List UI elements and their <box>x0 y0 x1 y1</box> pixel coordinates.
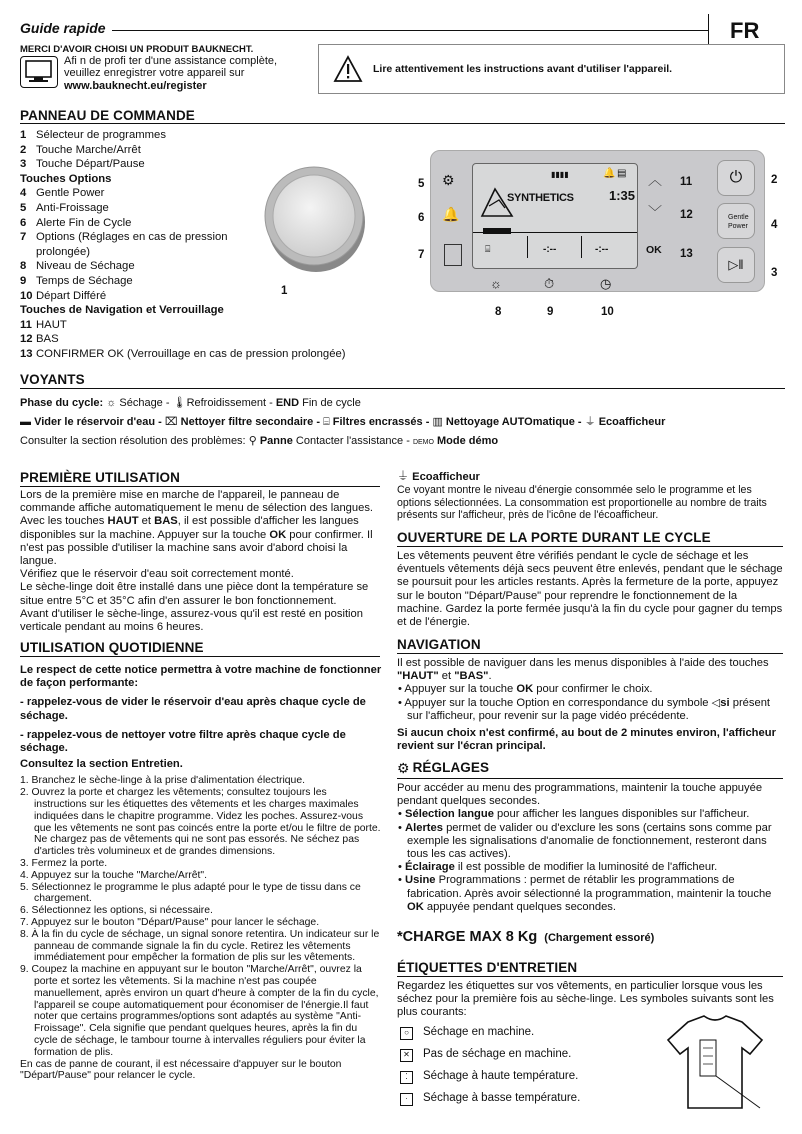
section-rule <box>20 486 380 487</box>
drying-time-icon[interactable]: ⏱ <box>544 276 555 291</box>
filter-icon: ▤ <box>617 168 627 179</box>
legend-item: 6 Alerte Fin de Cycle <box>20 216 132 229</box>
dryness-level-icon[interactable]: ☼ <box>490 276 502 291</box>
computer-icon <box>20 56 58 88</box>
eco-icon: ⏚ <box>397 469 410 483</box>
high-temp-dry-icon: ⁚ <box>400 1071 413 1084</box>
list-item: • Sélection langue pour afficher les langues disponibles sur l'afficheur. <box>398 808 750 821</box>
tshirt-illustration-icon <box>660 1010 770 1118</box>
callout-3: 3 <box>771 267 778 279</box>
callout-8: 8 <box>495 306 502 318</box>
voyants-phase: Phase du cycle: ☼ Séchage - 🌡Refroidissement - END Fin de cycle <box>20 397 361 409</box>
legend-item: 11 HAUT <box>20 318 67 331</box>
program-selector-knob[interactable] <box>264 156 372 276</box>
callout-11: 11 <box>680 176 693 188</box>
section-rule <box>20 123 785 124</box>
merci-text: Afi n de profi ter d'une assistance complète, veuillez enregistrer votre appareil sur www.bauknecht.eu/register <box>64 55 278 92</box>
legend-item: 10 Départ Différé <box>20 289 107 302</box>
section-rule <box>20 388 785 389</box>
callout-5: 5 <box>418 178 425 190</box>
eco-icon: ⏚ <box>584 416 596 428</box>
progress-indicator <box>483 228 511 234</box>
power-button[interactable]: ⏻ <box>717 160 755 196</box>
section-rule <box>397 546 783 547</box>
list-item: 7. Appuyez sur le bouton "Départ/Pause" pour lancer le séchage. <box>20 916 320 928</box>
section-title-ouverture: OUVERTURE DE LA PORTE DURANT LE CYCLE <box>397 530 711 545</box>
callout-4: 4 <box>771 219 778 231</box>
sun-icon: ☼ <box>106 397 117 409</box>
callout-6: 6 <box>418 212 425 224</box>
section-rule <box>397 778 783 779</box>
guide-title: Guide rapide <box>20 20 106 36</box>
back-icon: ◁ <box>711 696 721 709</box>
list-item: 3. Fermez la porte. <box>20 858 108 869</box>
navigation-text: Il est possible de naviguer dans les menus disponibles à l'aide des touches "HAUT" et "BAS". • Appuyer sur la touche OK pour confirmer le choix. • Appuyer sur la touche Option en correspondance du symbole ◁si présent sur l'afficheur, pour revenir sur la page vidéo précédente. Si aucun choix n'est confirmé, au bout de 2 minutes environ, l'afficheur revient sur l'écran principal. <box>397 657 783 753</box>
section-title-etiquettes: ÉTIQUETTES D'ENTRETIEN <box>397 960 578 975</box>
ecoafficheur-block: ⏚ Ecoafficheur Ce voyant montre le niveau d'énergie consommée selo le programme et les options sélectionnées. La consommation est proportionelle au nombre de traits présents sur l'afficheur, près de l'icône de l'écoafficheur. <box>397 469 767 522</box>
legend-item: prolongée) <box>36 245 91 258</box>
legend-item: 1 Sélecteur de programmes <box>20 129 166 141</box>
list-item: 1. Branchez le sèche-linge à la prise d'alimentation électrique. <box>20 775 306 787</box>
callout-13: 13 <box>680 248 693 260</box>
auto-clean-icon: ▥ <box>432 416 443 428</box>
options-icon[interactable] <box>444 244 462 266</box>
list-item: 2. Ouvrez la porte et chargez les vêtements; consultez toujours les instructions sur les étiquettes des vêtements et les charges maximales indiquées dans le chapitre programme. Videz les poches. Assurez-vous que les vêtements ne sont pas coincés entre la porte et/ou le filtre de porte. Ne chargez pas de vêtements qui ne sont pas essorés. Ne séchez pas d'articles très volumineux et de grandes dimensions. <box>20 787 381 858</box>
up-arrow-button[interactable]: ︿ <box>648 172 662 188</box>
callout-7: 7 <box>418 249 425 261</box>
care-symbol-list <box>400 1022 580 1110</box>
low-temp-dry-icon: · <box>400 1093 413 1106</box>
charge-max: *CHARGE MAX 8 Kg (Chargement essoré) <box>397 929 655 945</box>
status-icons: ▮▮▮▮ <box>551 170 569 179</box>
display-dash: -:-- <box>543 244 557 255</box>
section-title-panneau: PANNEAU DE COMMANDE <box>20 108 195 123</box>
ok-button[interactable]: OK <box>646 244 662 256</box>
legend-subtitle: Touches Options <box>20 172 112 185</box>
legend-item: 5 Anti-Froissage <box>20 201 109 214</box>
list-item: • Éclairage il est possible de modifier la luminosité de l'afficheur. <box>398 861 718 874</box>
anti-crease-icon[interactable]: ⚙ <box>442 172 455 188</box>
section-title-premiere: PREMIÈRE UTILISATION <box>20 470 181 485</box>
list-item: 5. Sélectionnez le programme le plus adapté pour le type de tissu dans ce chargement. <box>20 881 361 905</box>
section-title-reglages: RÉGLAGES <box>412 760 490 776</box>
legend-subtitle: Touches de Navigation et Verrouillage <box>20 304 224 317</box>
delay-start-icon[interactable]: ◷ <box>600 276 612 291</box>
list-item: ⁚ Séchage à haute température. <box>400 1066 580 1088</box>
legend-item: 13 CONFIRMER OK (Verrouillage en cas de pression prolongée) <box>20 347 346 360</box>
gear-icon: ⚙ <box>397 760 410 776</box>
legend-item: 12 BAS <box>20 333 59 346</box>
reglages-text: Pour accéder au menu des programmations, maintenir la touche appuyée pendant quelques secondes. • Sélection langue pour afficher les langues disponibles sur l'afficheur. • Alertes permet de valider ou d'exclure les sons (certains sons comme par exemple les signalisations d'anomalie de fonctionnement, resteront dans tous les cas actives). • Éclairage il est possible de modifier la luminosité de l'afficheur. • Usine Programmations : permet de rétablir les programmations de fabrication. Après avoir sélectionné la programmation, maintenir la touche OK appuyée pendant quelques secondes. <box>397 782 783 914</box>
register-link[interactable]: www.bauknecht.eu/register <box>64 79 207 92</box>
panel-legend <box>20 128 346 362</box>
callout-1: 1 <box>281 285 288 297</box>
bell-icon: 🔔 <box>603 168 616 179</box>
callout-2: 2 <box>771 174 778 186</box>
legend-item: 9 Temps de Séchage <box>20 274 133 287</box>
display-program: SYNTHETICS <box>507 192 574 204</box>
list-item: · Séchage à basse température. <box>400 1088 580 1110</box>
display-screen <box>472 163 638 269</box>
list-item: • Alertes permet de valider ou d'exclure les sons (certains sons comme par exemple les signalisations d'anomalie de fonctionnement, resteront dans tous les cas actives). <box>398 821 772 861</box>
section-title-voyants: VOYANTS <box>20 372 85 387</box>
water-tank-icon: ▬ <box>20 416 31 428</box>
list-item: ○ Séchage en machine. <box>400 1022 580 1044</box>
voyants-panne: Consulter la section résolution des problèmes: ⚲ Panne Contacter l'assistance - DEMO Mode démo <box>20 435 499 447</box>
quotidienne-text: Le respect de cette notice permettra à votre machine de fonctionner de façon performante: - rappelez-vous de vider le réservoir d'eau après chaque cycle de séchage. - rappelez-vous de nettoyer votre filtre après chaque cycle de séchage. Consultez la section Entretien. 1. Branchez le sèche-linge à la prise d'alimentation électrique. 2. Ouvrez la porte et chargez les vêtements; consultez toujours les instructions sur les étiquettes des vêtements et les charges maximales indiquées dans le chapitre programme. Videz les poches. Assurez-vous que les vêtements ne sont pas coincés entre la porte et/ou le filtre de porte. Ne chargez pas de vêtements qui ne sont pas essorés. Ne séchez pas d'articles très volumineux et de grandes dimensions. 3. Fermez la porte. 4. Appuyez sur la touche "Marche/Arrêt". 5. Sélectionnez le programme le plus adapté pour le type de tissu dans ce chargement. 6. Sélectionnez les options, si nécessaire. 7. Appuyez sur le bouton "Départ/Pause" pour lancer le séchage. 8. À la fin du cycle de séchage, un signal sonore retentira. Un indicateur sur le panneau de commande signale la fin du cycle. Retirez les vêtements immédiatement pour empêcher la formation de plis sur les vêtements. 9. Coupez la machine en appuyant sur le bouton "Marche/Arrêt", ouvrez la porte et sortez les vêtements. Si la machine n'est pas coupée manuellement, après environ un quart d'heure à compter de la fin du cycle, l'appareil se coupe automatiquement pour économiser de l'énergie.Il faut noter que certains programmes/options sont adaptés au système "Anti-Froissage". Cela signifie que pendant quelques heures, après la fin du cycle de séchage, le tambour tourne à intervalles réguliers pour éviter la formation de plis. En cas de panne de courant, il est nécessaire d'appuyer sur le bouton "Départ/Pause" pour relancer le cycle. <box>20 664 382 1082</box>
section-rule <box>397 653 783 654</box>
filter-clogged-icon: ⌸ <box>323 416 330 428</box>
legend-item: 7 Options (Réglages en cas de pression <box>20 231 228 244</box>
display-divider <box>581 236 582 258</box>
warning-icon <box>333 55 363 83</box>
section-title-quotidienne: UTILISATION QUOTIDIENNE <box>20 640 204 655</box>
reglages-heading <box>397 760 489 777</box>
down-arrow-button[interactable]: ﹀ <box>648 204 662 220</box>
thermometer-icon: 🌡 <box>172 397 187 409</box>
display-dash: -:-- <box>595 244 609 255</box>
warning-text: Lire attentivement les instructions avant d'utiliser l'appareil. <box>373 62 673 75</box>
list-item: 4. Appuyez sur la touche "Marche/Arrêt". <box>20 869 207 881</box>
callout-12: 12 <box>680 209 693 221</box>
gentle-power-button[interactable]: Gentle Power <box>717 203 755 239</box>
voyants-alerts: ▬ Vider le réservoir d'eau - ⌧ Nettoyer filtre secondaire - ⌸ Filtres encrassés - ▥ Nettoyage AUTOmatique - ⏚ Ecoafficheur <box>20 416 666 428</box>
list-item: • Usine Programmations : permet de rétablir les programmations de fabrication. Après avoir sélectionné la programmation, maintenir la touche OK appuyée pendant quelques secondes. <box>398 874 772 913</box>
list-item: • Appuyer sur la touche Option en correspondance du symbole ◁si présent sur l'afficheur, pour revenir sur la page vidéo précédente. <box>398 696 771 722</box>
display-time: 1:35 <box>609 188 636 203</box>
start-pause-button[interactable]: ▷‖ <box>717 247 755 283</box>
no-tumble-dry-icon: ✕ <box>400 1049 413 1062</box>
wrench-icon: ⚲ <box>248 435 257 447</box>
section-rule <box>397 976 783 977</box>
callout-9: 9 <box>547 306 554 318</box>
list-item: 8. À la fin du cycle de séchage, un signal sonore retentira. Un indicateur sur le panneau de commande signale la fin du cycle. Retirez les vêtements immédiatement pour empêcher la formation de plis sur les vêtements. <box>20 928 380 964</box>
header-divider <box>708 14 709 44</box>
section-rule <box>20 656 380 657</box>
merci-title: MERCI D'AVOIR CHOISI UN PRODUIT BAUKNECHT. <box>20 44 254 55</box>
legend-item: 8 Niveau de Séchage <box>20 260 135 273</box>
tumble-dry-icon: ○ <box>400 1027 413 1040</box>
section-title-navigation: NAVIGATION <box>397 637 481 652</box>
list-item: 9. Coupez la machine en appuyant sur le bouton "Marche/Arrêt", ouvrez la porte et sortez les vêtements. Si la machine n'est pas coupée manuellement, après environ un quart d'heure à compter de la fin du cycle, l'appareil se coupe automatiquement pour économiser de l'énergie.Il faut noter que certains programmes/options sont adaptés au système "Anti-Froissage". Cela signifie que pendant quelques heures, après la fin du cycle de séchage, le tambour tourne à intervalles réguliers pour éviter la formation de plis. <box>20 964 379 1058</box>
language-code: FR <box>730 18 760 43</box>
bell-alert-icon[interactable]: 🔔 <box>442 206 460 222</box>
header-rule <box>112 30 708 31</box>
legend-item: 2 Touche Marche/Arrêt <box>20 143 141 156</box>
list-item: • Appuyer sur la touche OK pour confirmer le choix. <box>398 683 653 696</box>
ouverture-text: Les vêtements peuvent être vérifiés pendant le cycle de séchage et les éventuels vêtements déjà secs peuvent être enlevés, pendant que le séchage se poursuit pour les articles restants. Après la fermeture de la porte, appuyez sur le bouton "Départ/Pause" pour reprendre le fonctionnement de la machine. Gardez la porte fermée jusqu'à la fin du cycle pour gagner du temps et de l'énergie. <box>397 550 783 629</box>
steps-list <box>20 775 382 1058</box>
list-item: 6. Sélectionnez les options, si nécessaire. <box>20 905 213 917</box>
warning-box <box>318 44 785 94</box>
premiere-text: Lors de la première mise en marche de l'appareil, le panneau de commande affiche automatiquement le menu de sélection des langues. Avec les touches HAUT et BAS, il est possible d'afficher les langues disponibles sur la machine. Appuyer sur la touche OK pour confirmer. Il n'est pas possible d'utiliser la machine sans avoir d'abord choisi la langue. Vérifiez que le réservoir d'eau soit correctement monté. Le sèche-linge doit être installé dans une pièce dont la température se situe entre 5°C et 35°C afin d'en assurer le bon fonctionnement. Avant d'utiliser le sèche-linge, assurez-vous qu'il est resté en position verticale pendant au moins 6 heures. <box>20 489 374 634</box>
legend-item: 4 Gentle Power <box>20 187 105 200</box>
etiquettes-text: Regardez les étiquettes sur vos vêtements, en particulier lorsque vous les séchez pour la première fois au sèche-linge. Les symboles suivants sont les plus courants: <box>397 980 774 1019</box>
callout-10: 10 <box>601 306 614 318</box>
filter-clean-icon: ⌧ <box>164 416 178 428</box>
list-item: ✕ Pas de séchage en machine. <box>400 1044 580 1066</box>
dryness-icon: ⌸ <box>485 244 491 254</box>
legend-item: 3 Touche Départ/Pause <box>20 158 145 171</box>
display-divider <box>527 236 528 258</box>
